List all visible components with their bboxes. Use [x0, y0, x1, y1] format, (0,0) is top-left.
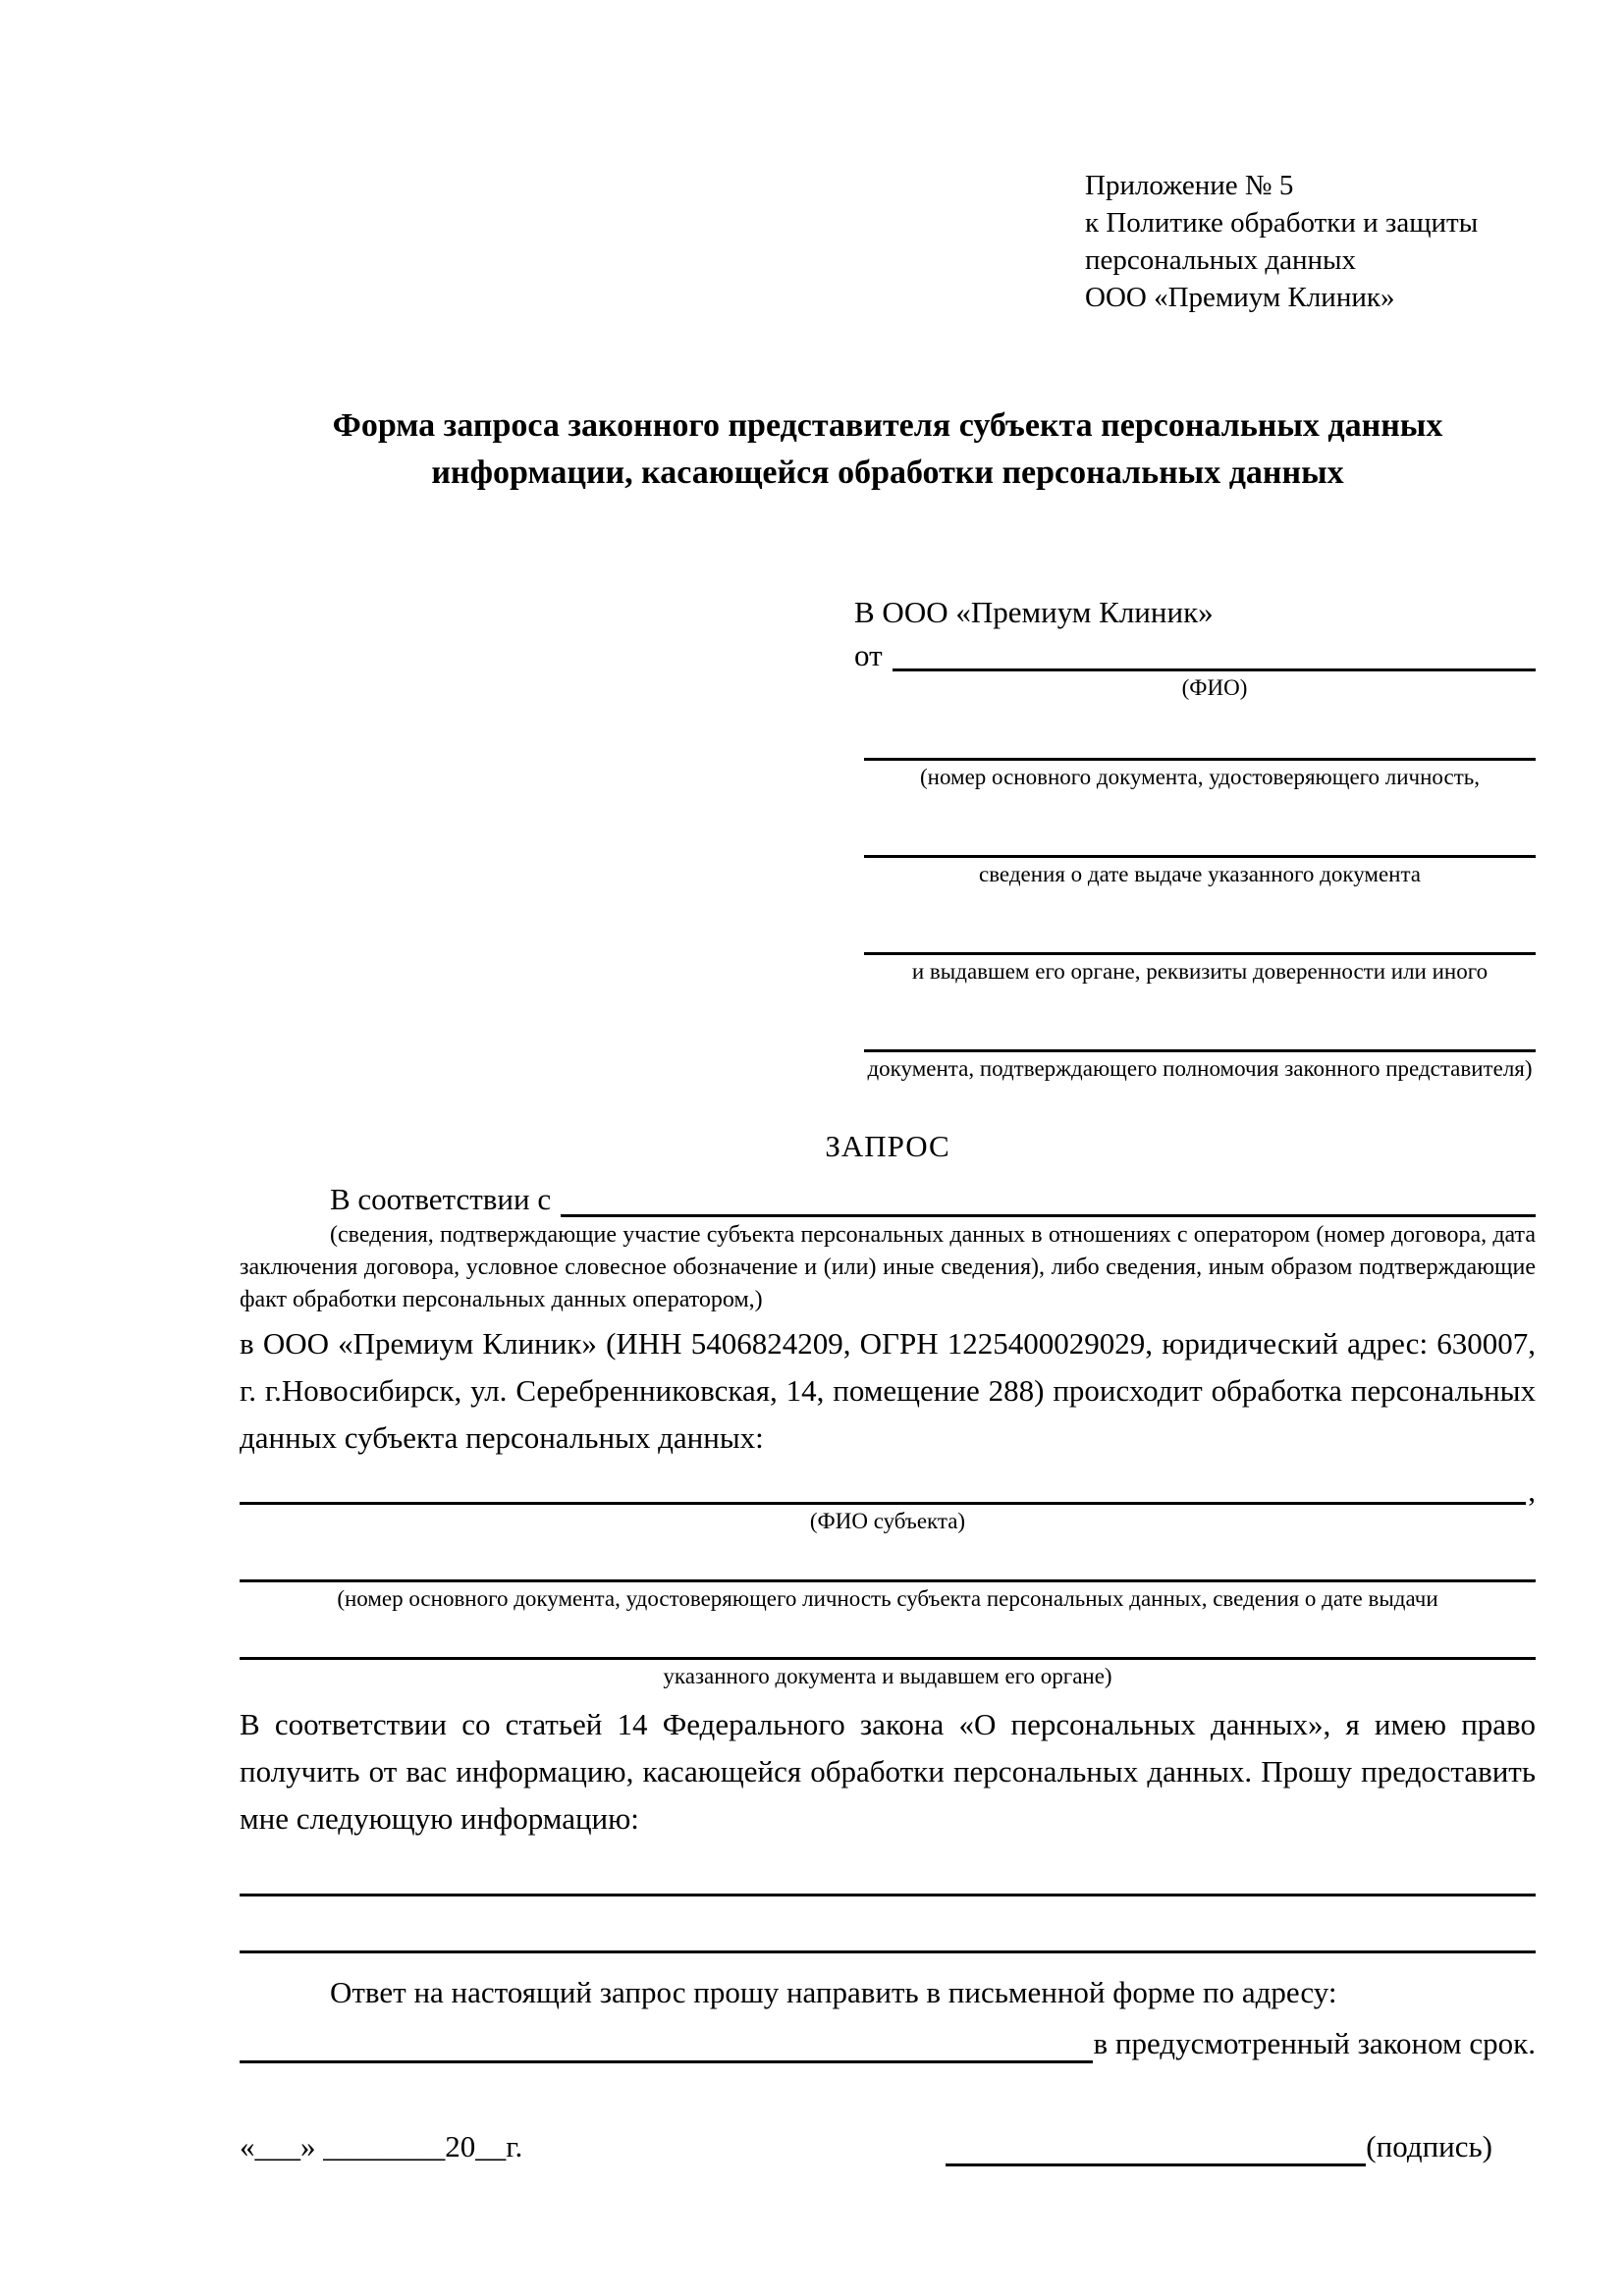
- document-title-line: Форма запроса законного представителя субъекта персональных данных: [332, 407, 1443, 444]
- from-row: [854, 634, 1536, 671]
- appendix-line: к Политике обработки и защиты: [1085, 207, 1479, 239]
- request-heading: ЗАПРОС: [825, 1129, 950, 1163]
- info-request-blank-line-1: [240, 1858, 1536, 1896]
- signature-blank-line: [946, 2126, 1366, 2166]
- accordance-prefix: В соответствии с: [330, 1182, 552, 1216]
- document-title: [240, 402, 1536, 497]
- representative-doc-field: [864, 826, 1536, 889]
- reply-suffix: в предусмотренный законом срок.: [1093, 2026, 1536, 2060]
- rights-paragraph: В соответствии со статьей 14 Федерального закона «О персональных данных», я имею право получить от вас информацию, касающейся обработки персональных данных. Прошу предоставить мне следующую информацию:: [240, 1707, 1536, 1836]
- representative-fio-caption: (ФИО): [1181, 675, 1248, 700]
- representative-doc-blank-line-1: [864, 728, 1536, 761]
- representative-name-blank-line: [893, 631, 1536, 671]
- addressee-organization: В ООО «Премиум Клиник»: [854, 595, 1214, 629]
- date-placeholder: «___» ________20__г.: [240, 2129, 523, 2163]
- signature-row: [240, 2126, 1536, 2166]
- accordance-blank-line: [561, 1171, 1536, 1217]
- reply-paragraph: Ответ на настоящий запрос прошу направить в письменной форме по адресу:: [330, 1975, 1337, 2009]
- accordance-row: [240, 1174, 1536, 1217]
- subject-doc-caption-1: (номер основного документа, удостоверяющего личность субъекта персональных данных, сведения о дате выдачи: [337, 1586, 1438, 1611]
- subject-doc-field: [240, 1548, 1536, 1614]
- representative-doc-caption-3: и выдавшем его органе, реквизиты доверенности или иного: [911, 959, 1489, 984]
- reply-address-row: [240, 2016, 1536, 2063]
- addressee-block: [854, 591, 1536, 703]
- signature-area: [946, 2126, 1492, 2166]
- subject-fio-blank-line: [240, 1461, 1526, 1505]
- operator-paragraph: в ООО «Премиум Клиник» (ИНН 5406824209, ОГРН 1225400029029, юридический адрес: 630007, г. г.Новосибирск, ул. Серебренниковская, 14, помещение 288) происходит обработка персональных данных субъекта персональных данных:: [240, 1326, 1536, 1455]
- subject-doc-caption-2: указанного документа и выдавшем его органе): [663, 1664, 1112, 1688]
- subject-fio-caption: (ФИО субъекта): [809, 1509, 966, 1533]
- representative-doc-field: [864, 923, 1536, 987]
- subject-fio-row: [240, 1464, 1536, 1508]
- subject-doc-blank-line-1: [240, 1548, 1536, 1582]
- representative-doc-caption-4: документа, подтверждающего полномочия законного представителя): [867, 1056, 1533, 1081]
- document-title-line: информации, касающейся обработки персональных данных: [431, 454, 1344, 491]
- representative-doc-blank-line-3: [864, 923, 1536, 955]
- representative-doc-caption-1: (номер основного документа, удостоверяющего личность,: [919, 765, 1480, 789]
- appendix-line: ООО «Премиум Клиник»: [1085, 282, 1395, 313]
- representative-doc-fields: [864, 728, 1536, 1084]
- reply-address-blank-line: [240, 2013, 1093, 2063]
- signature-caption: (подпись): [1366, 2129, 1492, 2163]
- representative-doc-blank-line-2: [864, 826, 1536, 858]
- appendix-line: Приложение № 5: [1085, 170, 1294, 201]
- appendix-note: [1085, 167, 1536, 316]
- representative-doc-field: [864, 1020, 1536, 1084]
- trailing-comma: ,: [1528, 1473, 1536, 1508]
- subject-doc-blank-line-2: [240, 1626, 1536, 1660]
- from-label: от: [854, 638, 883, 672]
- subject-doc-field: [240, 1626, 1536, 1691]
- representative-doc-field: [864, 728, 1536, 792]
- appendix-line: персональных данных: [1085, 244, 1357, 276]
- info-request-blank-line-2: [240, 1896, 1536, 1953]
- representative-doc-blank-line-4: [864, 1020, 1536, 1052]
- accordance-caption: (сведения, подтверждающие участие субъекта персональных данных в отношениях с оператором (номер договора, дата заключения договора, условное словесное обозначение и (или) иные сведения), либо сведения, иным образом подтверждающие факт обработки персональных данных оператором,): [240, 1222, 1536, 1312]
- representative-doc-caption-2: сведения о дате выдаче указанного документа: [978, 862, 1422, 886]
